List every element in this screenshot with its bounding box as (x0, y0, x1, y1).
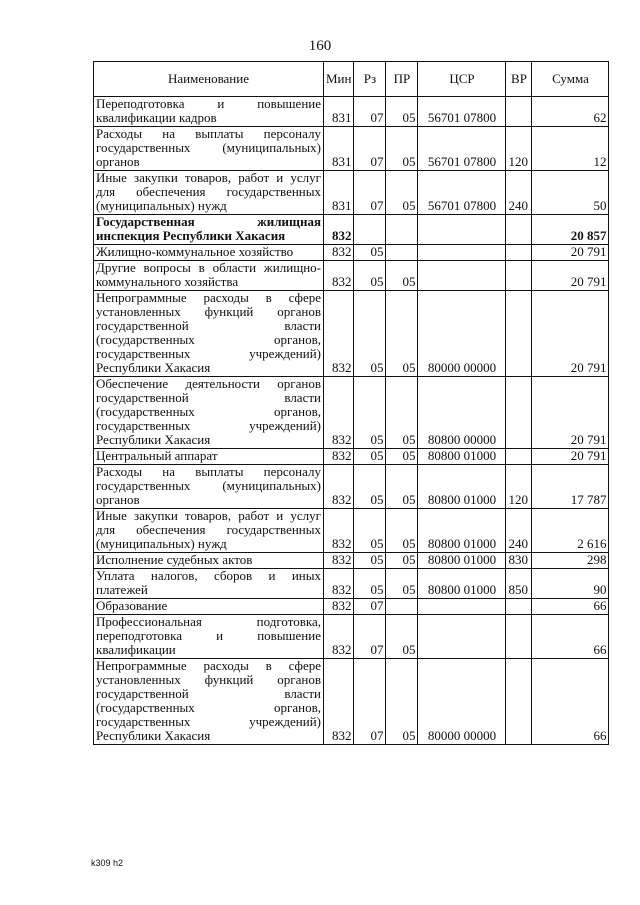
table-row (94, 449, 609, 465)
cell-sum: 17 787 (532, 465, 609, 509)
table-row (94, 659, 609, 745)
cell-name: Переподготовка и повышение квалификации кадров (94, 97, 324, 127)
cell-rz: 05 (354, 377, 386, 449)
cell-csr (418, 245, 506, 261)
cell-pr: 05 (386, 291, 418, 377)
table-row (94, 615, 609, 659)
cell-rz: 05 (354, 553, 386, 569)
header-name: Наименование (94, 62, 324, 97)
cell-name: Обеспечение деятельности органов государственной власти (государственных органов, государственных учреждений) Республики Хакасия (94, 377, 324, 449)
cell-rz: 05 (354, 465, 386, 509)
cell-pr: 05 (386, 377, 418, 449)
header-csr: ЦСР (418, 62, 506, 97)
cell-name: Иные закупки товаров, работ и услуг для обеспечения государственных (муниципальных) нужд (94, 509, 324, 553)
table-row (94, 215, 609, 245)
header-vr: ВР (506, 62, 532, 97)
cell-vr: 830 (506, 553, 532, 569)
cell-vr: 240 (506, 171, 532, 215)
cell-csr: 56701 07800 (418, 97, 506, 127)
cell-sum: 62 (532, 97, 609, 127)
cell-pr: 05 (386, 171, 418, 215)
cell-name: Другие вопросы в области жилищно-коммунального хозяйства (94, 261, 324, 291)
header-min: Мин (324, 62, 354, 97)
table-header (94, 62, 609, 97)
cell-name: Образование (94, 599, 324, 615)
cell-rz: 05 (354, 291, 386, 377)
table-row (94, 599, 609, 615)
cell-sum: 50 (532, 171, 609, 215)
cell-name: Расходы на выплаты персоналу государственных (муниципальных) органов (94, 465, 324, 509)
cell-sum: 90 (532, 569, 609, 599)
table-row (94, 261, 609, 291)
cell-pr: 05 (386, 127, 418, 171)
cell-pr (386, 599, 418, 615)
cell-rz: 05 (354, 509, 386, 553)
table-row (94, 245, 609, 261)
cell-min: 832 (324, 465, 354, 509)
table-body (94, 97, 609, 745)
cell-pr: 05 (386, 553, 418, 569)
budget-table (93, 61, 609, 745)
cell-pr: 05 (386, 615, 418, 659)
cell-min: 832 (324, 615, 354, 659)
cell-name: Непрограммные расходы в сфере установленных функций органов государственной власти (государственных органов, государственных учреждений) Республики Хакасия (94, 291, 324, 377)
cell-name: Уплата налогов, сборов и иных платежей (94, 569, 324, 599)
cell-pr (386, 245, 418, 261)
cell-name: Государственная жилищная инспекция Республики Хакасия (94, 215, 324, 245)
cell-min: 832 (324, 569, 354, 599)
cell-csr: 80800 01000 (418, 465, 506, 509)
cell-min: 832 (324, 245, 354, 261)
cell-name: Профессиональная подготовка, переподготовка и повышение квалификации (94, 615, 324, 659)
cell-min: 832 (324, 377, 354, 449)
cell-sum: 66 (532, 599, 609, 615)
cell-rz: 07 (354, 97, 386, 127)
cell-sum: 12 (532, 127, 609, 171)
cell-vr (506, 215, 532, 245)
cell-vr (506, 449, 532, 465)
cell-csr (418, 215, 506, 245)
cell-csr: 80800 00000 (418, 377, 506, 449)
cell-sum: 66 (532, 659, 609, 745)
header-row (94, 62, 609, 97)
table-row (94, 509, 609, 553)
cell-name: Непрограммные расходы в сфере установленных функций органов государственной власти (государственных органов, государственных учреждений) Республики Хакасия (94, 659, 324, 745)
cell-sum: 20 857 (532, 215, 609, 245)
cell-name: Жилищно-коммунальное хозяйство (94, 245, 324, 261)
cell-rz: 07 (354, 599, 386, 615)
table-row (94, 465, 609, 509)
cell-min: 832 (324, 599, 354, 615)
cell-min: 831 (324, 171, 354, 215)
cell-rz: 07 (354, 615, 386, 659)
header-rz: Рз (354, 62, 386, 97)
cell-vr (506, 615, 532, 659)
cell-csr: 80800 01000 (418, 449, 506, 465)
cell-csr: 56701 07800 (418, 127, 506, 171)
cell-csr: 80000 00000 (418, 291, 506, 377)
cell-csr: 80800 01000 (418, 553, 506, 569)
cell-min: 831 (324, 127, 354, 171)
cell-rz: 05 (354, 245, 386, 261)
cell-sum: 20 791 (532, 291, 609, 377)
cell-vr (506, 659, 532, 745)
cell-csr (418, 261, 506, 291)
cell-rz: 07 (354, 171, 386, 215)
header-pr: ПР (386, 62, 418, 97)
cell-vr: 120 (506, 127, 532, 171)
cell-sum: 20 791 (532, 245, 609, 261)
cell-vr (506, 377, 532, 449)
cell-pr: 05 (386, 97, 418, 127)
cell-rz: 05 (354, 261, 386, 291)
cell-csr (418, 615, 506, 659)
cell-vr: 850 (506, 569, 532, 599)
cell-vr: 240 (506, 509, 532, 553)
cell-sum: 20 791 (532, 377, 609, 449)
table-row (94, 127, 609, 171)
cell-name: Исполнение судебных актов (94, 553, 324, 569)
cell-pr: 05 (386, 509, 418, 553)
cell-rz: 05 (354, 449, 386, 465)
cell-name: Центральный аппарат (94, 449, 324, 465)
cell-csr: 80800 01000 (418, 569, 506, 599)
cell-vr (506, 245, 532, 261)
header-sum: Сумма (532, 62, 609, 97)
cell-rz: 07 (354, 659, 386, 745)
table-row (94, 377, 609, 449)
table-row (94, 553, 609, 569)
cell-name: Иные закупки товаров, работ и услуг для обеспечения государственных (муниципальных) нужд (94, 171, 324, 215)
cell-pr: 05 (386, 659, 418, 745)
cell-sum: 20 791 (532, 449, 609, 465)
cell-min: 831 (324, 97, 354, 127)
cell-pr: 05 (386, 569, 418, 599)
cell-vr (506, 261, 532, 291)
cell-rz: 05 (354, 569, 386, 599)
table-row (94, 171, 609, 215)
cell-pr (386, 215, 418, 245)
cell-sum: 2 616 (532, 509, 609, 553)
cell-min: 832 (324, 449, 354, 465)
cell-sum: 298 (532, 553, 609, 569)
cell-vr: 120 (506, 465, 532, 509)
table-row (94, 569, 609, 599)
cell-min: 832 (324, 659, 354, 745)
cell-vr (506, 97, 532, 127)
table-row (94, 291, 609, 377)
cell-sum: 66 (532, 615, 609, 659)
cell-rz: 07 (354, 127, 386, 171)
table-row (94, 97, 609, 127)
cell-pr: 05 (386, 465, 418, 509)
cell-vr (506, 599, 532, 615)
cell-min: 832 (324, 291, 354, 377)
cell-sum: 20 791 (532, 261, 609, 291)
cell-min: 832 (324, 261, 354, 291)
footer-code: k309 h2 (91, 858, 124, 868)
cell-csr: 80000 00000 (418, 659, 506, 745)
cell-min: 832 (324, 215, 354, 245)
page-number: 160 (308, 38, 332, 54)
cell-vr (506, 291, 532, 377)
cell-pr: 05 (386, 449, 418, 465)
cell-rz (354, 215, 386, 245)
cell-csr (418, 599, 506, 615)
cell-csr: 56701 07800 (418, 171, 506, 215)
cell-csr: 80800 01000 (418, 509, 506, 553)
cell-min: 832 (324, 553, 354, 569)
cell-name: Расходы на выплаты персоналу государственных (муниципальных) органов (94, 127, 324, 171)
cell-pr: 05 (386, 261, 418, 291)
cell-min: 832 (324, 509, 354, 553)
